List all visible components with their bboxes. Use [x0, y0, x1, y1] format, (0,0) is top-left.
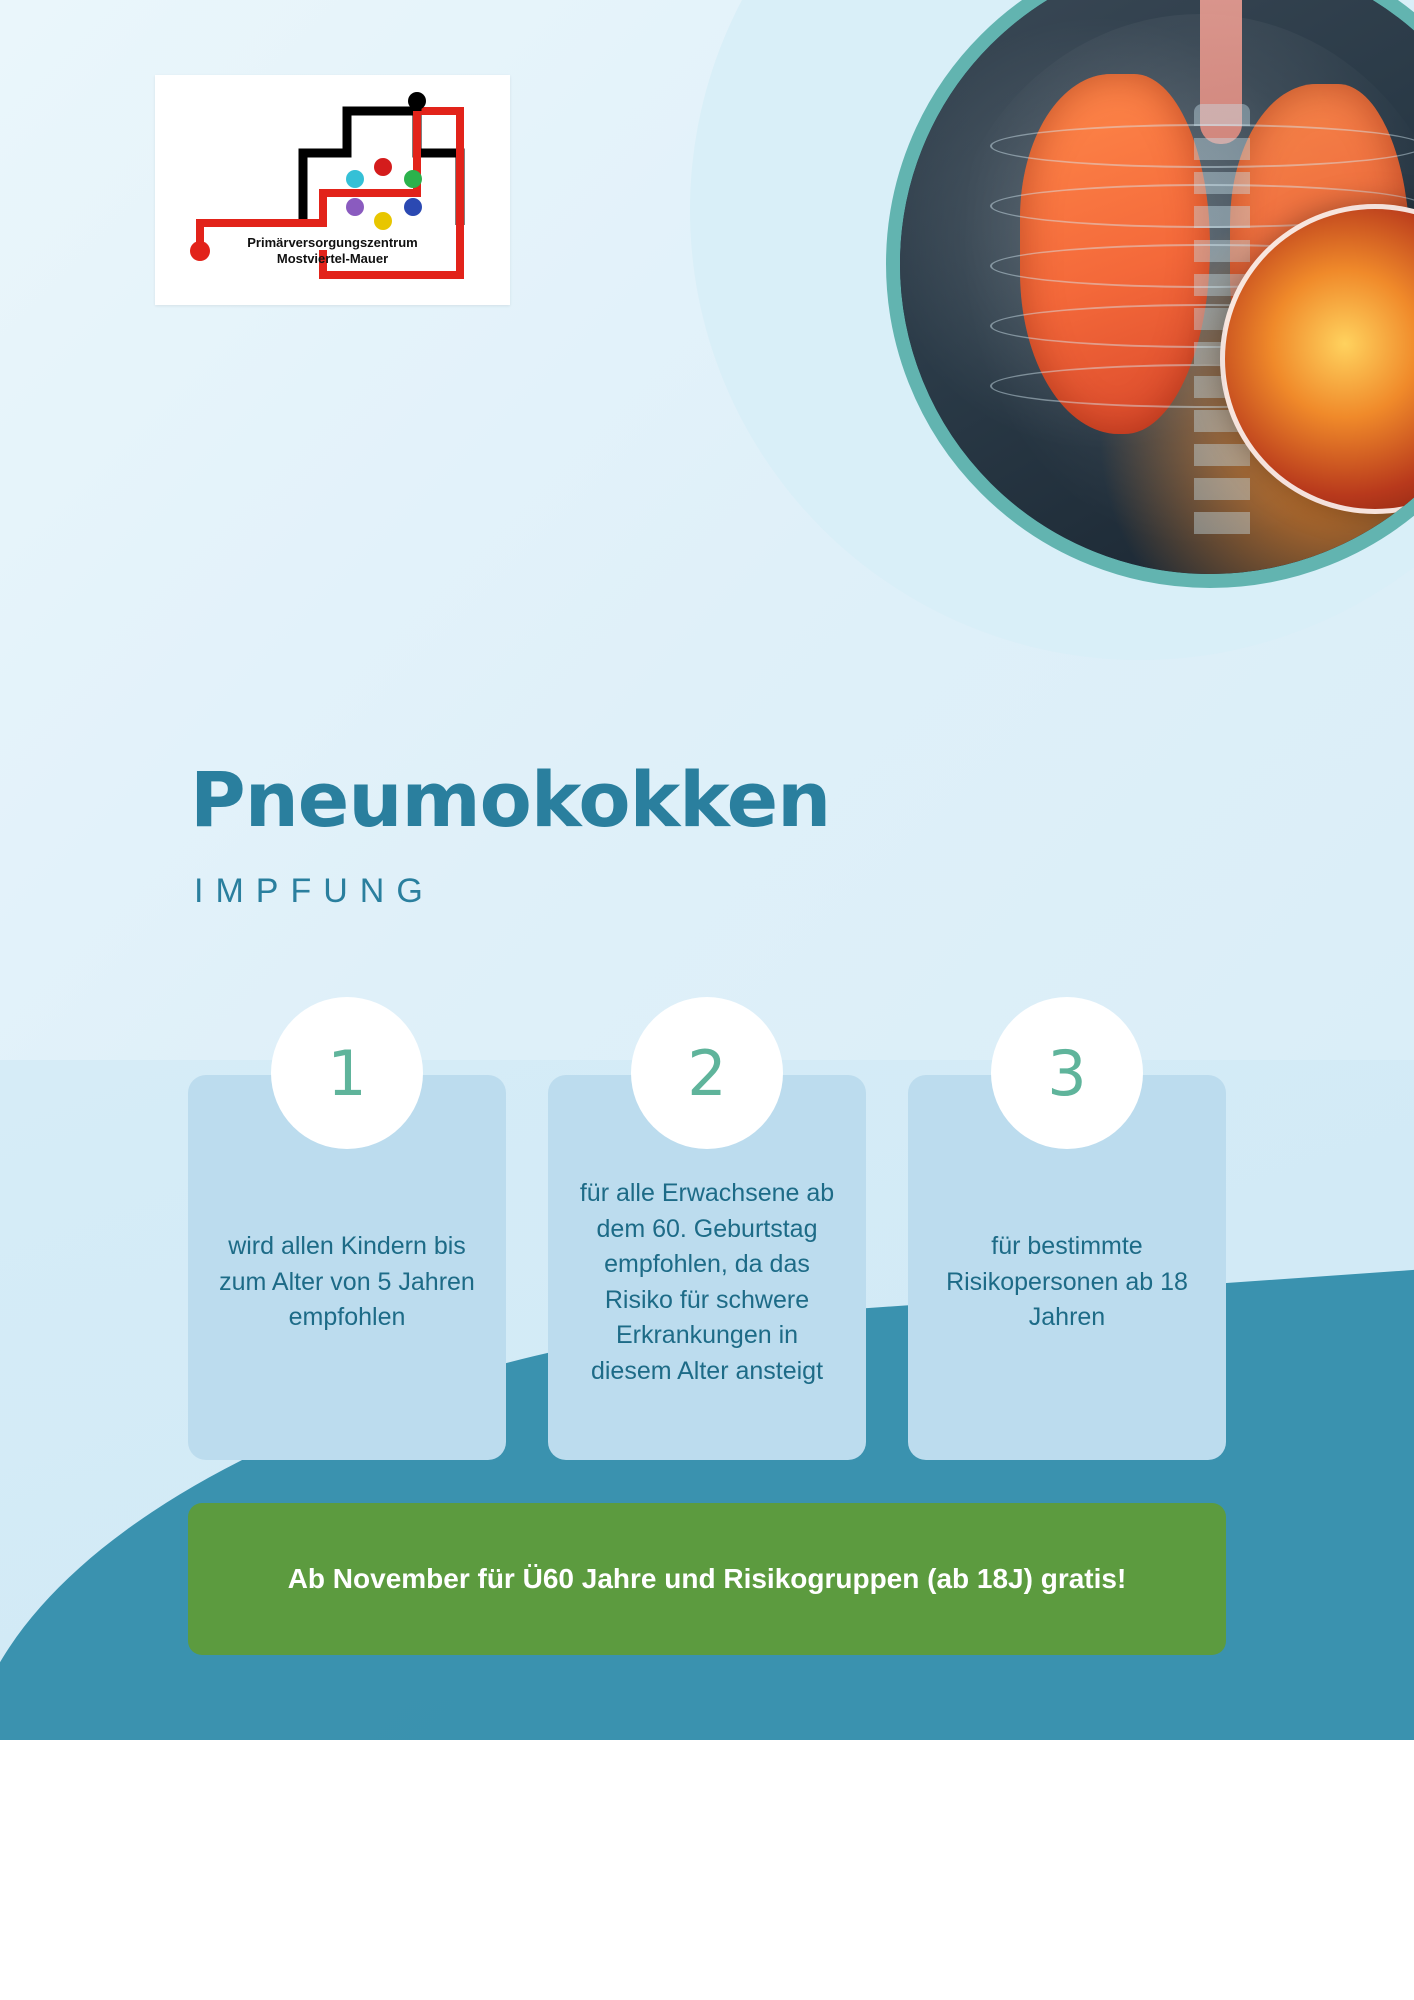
- logo-caption-line1: Primärversorgungszentrum: [247, 234, 418, 250]
- clinic-logo: [155, 75, 510, 305]
- step-card-text: für alle Erwachsene ab dem 60. Geburtstag empfohlen, da das Risiko für schwere Erkrankungen in diesem Alter ansteigt: [579, 1179, 835, 1385]
- page-subtitle: IMPFUNG: [194, 872, 435, 910]
- logo-graphic: [155, 75, 510, 305]
- step-card-text: wird allen Kindern bis zum Alter von 5 Jahren empfohlen: [219, 1232, 475, 1332]
- highlight-banner: [188, 1503, 1226, 1655]
- lungs-photo-circle: [886, 0, 1414, 588]
- step-number-badge: 2: [631, 997, 783, 1149]
- page-title: Pneumokokken: [190, 755, 831, 844]
- logo-caption: [155, 235, 510, 268]
- highlight-banner-text: Ab November für Ü60 Jahre und Risikogruppen (ab 18J) gratis!: [287, 1562, 1127, 1594]
- rib-shape: [990, 124, 1414, 168]
- steps-row: [188, 1036, 1226, 1460]
- step-card-2: [548, 1036, 866, 1460]
- step-card-3: [908, 1036, 1226, 1460]
- logo-caption-line2: Mostviertel-Mauer: [276, 250, 389, 266]
- lungs-photo: [900, 0, 1414, 574]
- step-card-1: [188, 1036, 506, 1460]
- step-card-text: für bestimmte Risikopersonen ab 18 Jahren: [946, 1232, 1188, 1332]
- footer-note: WIR BITTEN UM VORANMELDUNG AM SCHALTER - DIE IMPFSTOFFE WERDEN SPEZIELL FÜR SIE BESTELLT: [9, 1761, 1405, 1784]
- step-number-badge: 1: [271, 997, 423, 1149]
- step-number-badge: 3: [991, 997, 1143, 1149]
